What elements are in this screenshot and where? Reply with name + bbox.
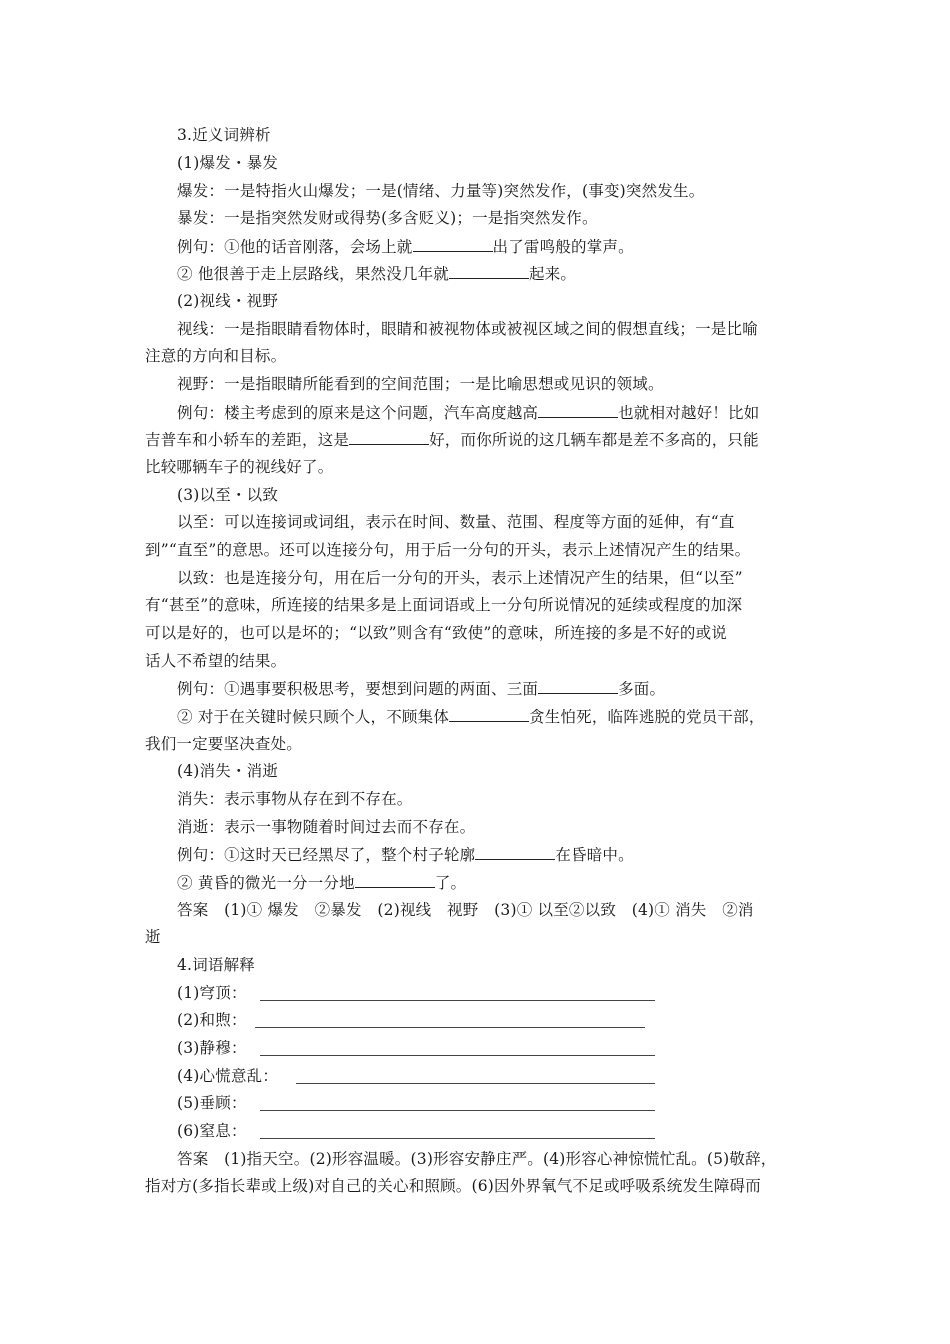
group-4-title: (4)消失・消逝 [177,762,279,780]
answer-line[interactable] [260,1110,655,1111]
example-text: ② 对于在关键时候只顾个人，不顾集体 [177,708,450,726]
group-4-definition-2: 消逝：表示一事物随着时间过去而不存在。 [177,818,476,836]
example-text: 也就相对越好！比如 [618,404,760,422]
term-label: (6)窒息： [177,1122,247,1140]
group-2-example-1 [177,402,759,423]
fill-blank[interactable] [449,706,529,722]
example-text: ② 他很善于走上层路线，果然没几年就 [177,265,450,283]
example-text: 例句：楼主考虑到的原来是这个问题，汽车高度越高 [177,404,539,422]
answer-line[interactable] [260,1000,655,1001]
term-label: (1)穹顶： [177,984,247,1002]
term-label: (2)和煦： [177,1011,247,1029]
section-4-heading: 4.词语解释 [177,956,255,974]
example-text: 了。 [434,874,467,892]
section-4-answer-cont: 指对方(多指长辈或上级)对自己的关心和照顾。(6)因外界氧气不足或呼吸系统发生障碍而 [145,1177,761,1195]
example-text: ② 黄昏的微光一分一分地 [177,874,355,892]
term-label: (5)垂顾： [177,1094,247,1112]
group-1-definition-1: 爆发：一是特指火山爆发；一是(情绪、力量等)突然发作，(事变)突然发生。 [177,182,705,200]
example-text: 出了雷鸣般的掌声。 [492,238,634,256]
group-1-example-2 [177,263,576,284]
example-text: 例句：①遇事要积极思考，要想到问题的两面、三面 [177,680,539,698]
group-3-definition-1: 以至：可以连接词或词组，表示在时间、数量、范围、程度等方面的延伸，有“直 [177,513,735,531]
group-1-definition-2: 暴发：一是指突然发财或得势(多含贬义)；一是指突然发作。 [177,209,598,227]
group-3-example-1 [177,678,665,699]
group-2-title: (2)视线・视野 [177,292,279,310]
fill-blank[interactable] [538,678,618,694]
term-label: (3)静穆： [177,1039,247,1057]
answer-line[interactable] [296,1083,655,1084]
group-3-definition-2-cont: 可以是好的，也可以是坏的；“以致”则含有“致使”的意味，所连接的多是不好的或说 [145,624,727,642]
group-3-definition-1-cont: 到”“直至”的意思。还可以连接分句，用于后一分句的开头，表示上述情况产生的结果。 [145,541,751,559]
section-3-answer-cont: 逝 [145,928,161,946]
group-4-example-2 [177,872,466,893]
example-text: 起来。 [529,265,577,283]
group-2-example-3: 比较哪辆车子的视线好了。 [145,458,334,476]
group-4-definition-1: 消失：表示事物从存在到不存在。 [177,790,413,808]
term-label: (4)心慌意乱： [177,1067,279,1085]
group-3-title: (3)以至・以致 [177,486,279,504]
example-text: 例句：①他的话音刚落，会场上就 [177,238,413,256]
section-4-answer: 答案 (1)指天空。(2)形容温暖。(3)形容安静庄严。(4)形容心神惊慌忙乱。(5)敬辞， [177,1150,777,1168]
fill-blank[interactable] [538,402,618,418]
group-3-definition-2-cont: 话人不希望的结果。 [145,652,287,670]
example-text: 吉普车和小轿车的差距，这是 [145,431,350,449]
group-3-example-2-cont: 我们一定要坚决查处。 [145,735,303,753]
group-3-definition-2-cont: 有“甚至”的意味，所连接的结果多是上面词语或上一分句所说情况的延续或程度的加深 [145,596,743,614]
fill-blank[interactable] [355,872,435,888]
fill-blank[interactable] [449,263,529,279]
answer-line[interactable] [260,1138,655,1139]
section-3-heading: 3.近义词辨析 [177,126,271,144]
fill-blank[interactable] [349,429,429,445]
section-3-answer: 答案 (1)① 爆发 ②暴发 (2)视线 视野 (3)① 以至②以致 (4)① 消失 ②消 [177,901,754,919]
group-2-definition-1: 视线：一是指眼睛看物体时，眼睛和被视物体或被视区域之间的假想直线；一是比喻 [177,320,758,338]
example-text: 多面。 [618,680,666,698]
group-3-definition-2: 以致：也是连接分句，用在后一分句的开头，表示上述情况产生的结果，但“以至” [177,569,743,587]
group-2-definition-1-cont: 注意的方向和目标。 [145,347,287,365]
group-2-example-2 [145,429,759,450]
group-3-example-2 [177,706,765,727]
group-2-definition-2: 视野：一是指眼睛所能看到的空间范围；一是比喻思想或见识的领域。 [177,375,664,393]
answer-line[interactable] [255,1027,645,1028]
example-text: 在昏暗中。 [555,846,634,864]
fill-blank[interactable] [475,844,555,860]
answer-line[interactable] [260,1055,655,1056]
example-text: 贪生怕死，临阵逃脱的党员干部， [529,708,765,726]
fill-blank[interactable] [413,236,493,252]
group-4-example-1 [177,844,634,865]
example-text: 例句：①这时天已经黑尽了，整个村子轮廓 [177,846,476,864]
group-1-title: (1)爆发・暴发 [177,154,279,172]
example-text: 好，而你所说的这几辆车都是差不多高的，只能 [429,431,759,449]
group-1-example-1 [177,236,634,257]
